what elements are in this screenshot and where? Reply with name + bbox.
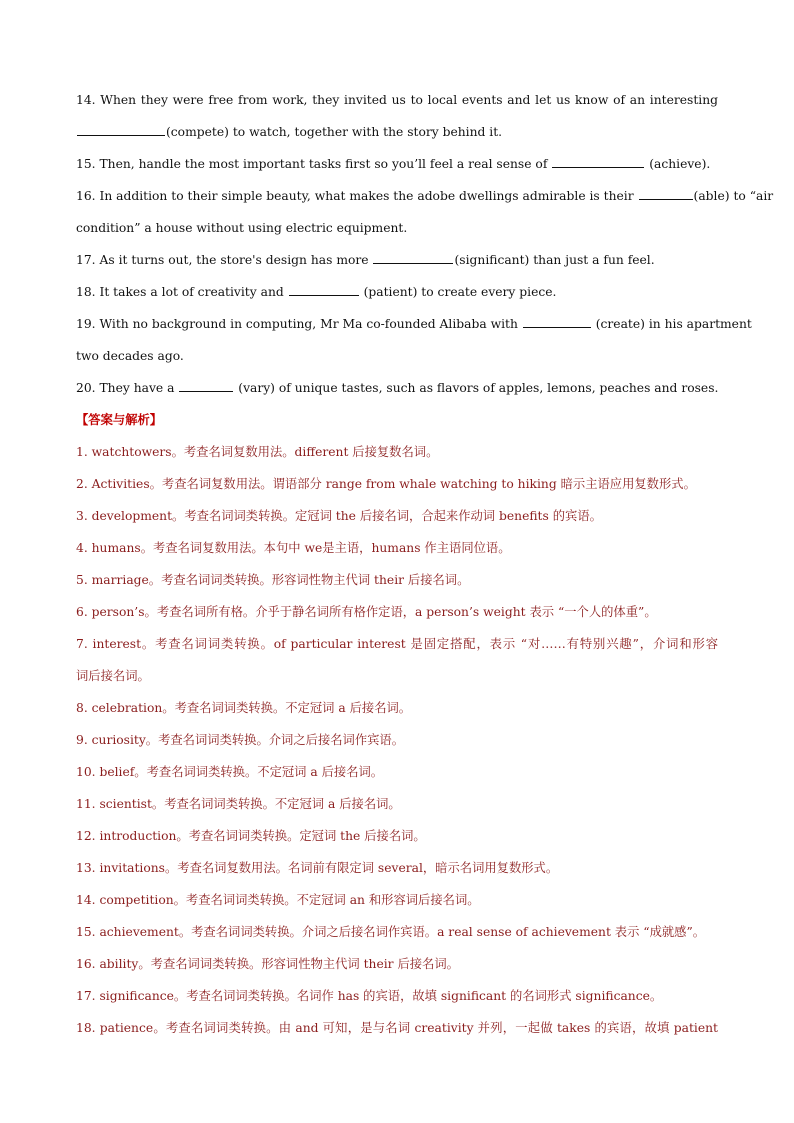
question-14-line2 [76,116,718,148]
answer-line: 4. humans。考查名词复数用法。本句中 we是主语，humans 作主语同位语。 [76,541,511,555]
question-16-line2 [76,212,718,244]
question-text: 15. Then, handle the most important tasks first so you’ll feel a real sense of [76,157,548,171]
page-content [76,84,774,1044]
answer-line: 10. belief。考查名词词类转换。不定冠词 a 后接名词。 [76,765,384,779]
answer-section-heading: 【答案与解析】 [76,412,163,427]
answer-line: 13. invitations。考查名词复数用法。名词前有限定词 several，暗示名词用复数形式。 [76,861,559,875]
question-15 [76,148,718,180]
question-text: 18. It takes a lot of creativity and [76,285,284,299]
answer-line: 15. achievement。考查名词词类转换。介词之后接名词作宾语。a real sense of achievement 表示 “成就感”。 [76,925,706,939]
answer-line-continued: 词后接名词。 [76,669,150,683]
answer-line: 12. introduction。考查名词词类转换。定冠词 the 后接名词。 [76,829,426,843]
question-text: 19. With no background in computing, Mr Ma co-founded Alibaba with [76,317,518,331]
answer-blank[interactable] [289,282,359,296]
answer-line: 7. interest。考查名词词类转换。of particular interest 是固定搭配，表示 “对……有特别兴趣”，介词和形容 [76,637,718,651]
question-17 [76,244,718,276]
answer-line: 5. marriage。考查名词词类转换。形容词性物主代词 their 后接名词。 [76,573,470,587]
question-text: 16. In addition to their simple beauty, what makes the adobe dwellings admirable is their [76,189,634,203]
answer-line: 17. significance。考查名词词类转换。名词作 has 的宾语，故填 significant 的名词形式 significance。 [76,989,663,1003]
question-16-line1 [76,180,774,212]
question-text: 20. They have a [76,381,175,395]
question-19-line1 [76,308,752,340]
answer-blank[interactable] [523,314,591,328]
answer-line: 1. watchtowers。考查名词复数用法。different 后接复数名词。 [76,445,439,459]
answer-blank[interactable] [552,154,644,168]
answer-line: 14. competition。考查名词词类转换。不定冠词 an 和形容词后接名词。 [76,893,480,907]
answer-line: 18. patience。考查名词词类转换。由 and 可知，是与名词 creativity 并列，一起做 takes 的宾语，故填 patient [76,1021,718,1035]
question-text: (create) in his apartment [595,317,752,331]
question-18 [76,276,718,308]
answer-line: 3. development。考查名词词类转换。定冠词 the 后接名词，合起来作动词 benefits 的宾语。 [76,509,602,523]
question-14-line1 [76,84,718,116]
question-text: two decades ago. [76,349,184,363]
question-text: (significant) than just a fun feel. [454,253,655,267]
question-19-line2 [76,340,718,372]
question-text: 17. As it turns out, the store's design has more [76,253,369,267]
answer-line: 11. scientist。考查名词词类转换。不定冠词 a 后接名词。 [76,797,401,811]
question-text: (vary) of unique tastes, such as flavors of apples, lemons, peaches and roses. [238,381,719,395]
question-text: (able) to “air [693,189,774,203]
answer-blank[interactable] [179,378,233,392]
answer-line: 9. curiosity。考查名词词类转换。介词之后接名词作宾语。 [76,733,405,747]
answer-blank[interactable] [639,186,693,200]
answer-blank[interactable] [77,122,165,136]
answer-line: 6. person’s。考查名词所有格。介乎于静名词所有格作定语，a person’s weight 表示 “一个人的体重”。 [76,605,657,619]
question-20 [76,372,718,404]
answer-line: 16. ability。考查名词词类转换。形容词性物主代词 their 后接名词。 [76,957,459,971]
question-text: 14. When they were free from work, they invited us to local events and let us know of an interesting [76,93,718,107]
question-text: (patient) to create every piece. [363,285,557,299]
answer-blank[interactable] [373,250,453,264]
answer-line: 8. celebration。考查名词词类转换。不定冠词 a 后接名词。 [76,701,412,715]
question-text: condition” a house without using electric equipment. [76,221,408,235]
question-text: (compete) to watch, together with the story behind it. [166,125,503,139]
question-text: (achieve). [649,157,711,171]
answer-line: 2. Activities。考查名词复数用法。谓语部分 range from whale watching to hiking 暗示主语应用复数形式。 [76,477,696,491]
